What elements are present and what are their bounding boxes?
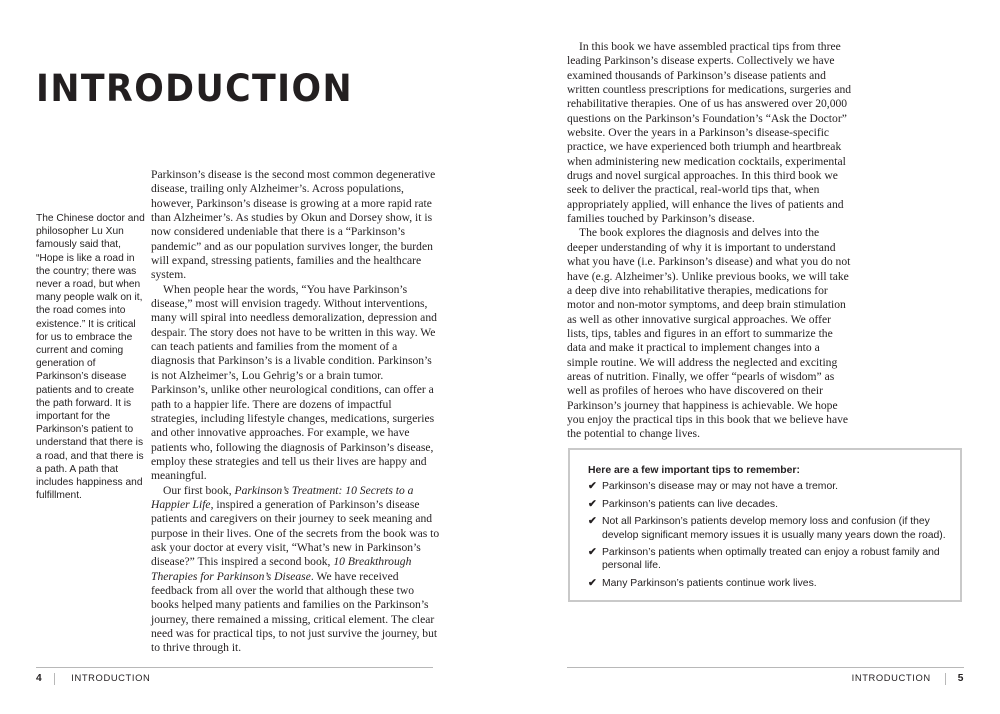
running-head-right: INTRODUCTION bbox=[851, 672, 931, 683]
tip-text: Parkinson’s patients can live decades. bbox=[602, 498, 778, 510]
tips-list bbox=[588, 480, 948, 590]
left-paragraph-2: When people hear the words, “You have Parkinson’s disease,” most will envision tragedy. Without interventions, many will spiral into needless demoralization, depression and despair. The story does not have to be written in this way. We can teach patients and families from the moment of a diagnosis that Parkinson’s is a livable condition. Parkinson’s is not Alzheimer’s, Lou Gehrig’s or a brain tumor. Parkinson’s, unlike other neurological conditions, can offer a path to a happier life. There are dozens of impactful strategies, including lifestyle changes, medications, surgeries and other innovative approaches. For example, we have patients who, following the diagnosis of Parkinson’s disease, employ these strategies and tell us their lives are happy and meaningful. bbox=[151, 282, 437, 483]
left-paragraph-1: Parkinson’s disease is the second most common degenerative disease, trailing only Alzheimer’s. Across populations, however, Parkinson’s disease is growing at a more rapid rate than Alzheimer’s. As studies by Okun and Dorsey show, it is now considered undeniable that there is a “Parkinson’s pandemic” and as our population survives longer, the burden will expand, stressing patients, families and the healthcare system. bbox=[151, 168, 436, 282]
tips-heading: Here are a few important tips to remember: bbox=[588, 465, 800, 476]
check-icon: ✔ bbox=[588, 516, 597, 528]
book-title-1: Parkinson’s Treatment: 10 Secrets to a Happier Life bbox=[151, 483, 414, 511]
tip-item bbox=[588, 546, 948, 573]
page-number-right: 5 bbox=[957, 673, 964, 684]
para3-text-a: Our first book, bbox=[163, 483, 235, 497]
footer-rule-right bbox=[567, 667, 964, 668]
left-body-column bbox=[151, 168, 441, 656]
footer-left bbox=[36, 670, 150, 686]
tips-box bbox=[568, 448, 962, 602]
right-paragraph-2: The book explores the diagnosis and delves into the deeper understanding of why it is important to understand what you have (i.e. Parkinson’s disease) and what you do not have (e.g. Alzheimer’s). Unlike previous books, we will take a deep dive into rehabilitative therapies, medications for motor and non-motor symptoms, and deep brain stimulation as well as other innovative surgical approaches. We offer lists, tips, tables and figures in an effort to summarize the data and make it practical to implement changes into a simple routine. We will address the neglected and exciting areas of nutrition. Finally, we offer “pearls of wisdom” as well as profiles of heroes who have discovered on their Parkinson’s journey that happiness is achievable. We hope you enjoy the practical tips in this book that we believe have the potential to change lives. bbox=[567, 226, 851, 441]
page-title: INTRODUCTION bbox=[36, 67, 354, 110]
para3-text-b: , inspired a generation of Parkinson’s disease patients and caregivers on their journey to seek meaning and purpose in their lives. One of the secrets from the book was to ask your doctor at every visit, “What’s new in Parkinson’s disease?” This inspired a second book, bbox=[151, 497, 440, 569]
right-paragraph-1: In this book we have assembled practical tips from three leading Parkinson’s disease experts. Collectively we have examined thousands of Parkinson’s disease patients and written countless prescriptions for medications, surgeries and rehabilitative therapies. One of us has answered over 20,000 questions on the Parkinson’s Foundation’s “Ask the Doctor” website. Over the years in a Parkinson’s disease-specific practice, we have experienced both triumph and heartbreak when administering new medication cocktails, experimental drugs and novel surgical approaches. In this third book we seek to deliver the practical, real-world tips that, when appropriately applied, will enhance the lives of patients and families touched by Parkinson’s disease. bbox=[567, 40, 852, 226]
book-title-2: 10 Breakthrough Therapies for Parkinson’s Disease bbox=[151, 555, 412, 583]
page-number-left: 4 bbox=[36, 673, 43, 684]
footer-divider bbox=[54, 673, 55, 685]
tip-item bbox=[588, 577, 948, 590]
tip-text: Many Parkinson’s patients continue work lives. bbox=[602, 577, 817, 589]
check-icon: ✔ bbox=[588, 481, 597, 493]
tip-text: Parkinson’s disease may or may not have a tremor. bbox=[602, 481, 839, 493]
tip-item bbox=[588, 515, 948, 542]
right-body-column bbox=[567, 40, 852, 442]
footer-divider bbox=[945, 673, 946, 685]
footer-rule-left bbox=[36, 667, 433, 668]
footer-right bbox=[852, 670, 964, 686]
left-paragraph-3 bbox=[151, 484, 441, 656]
check-icon: ✔ bbox=[588, 577, 597, 589]
tip-item bbox=[588, 480, 948, 493]
tip-item bbox=[588, 498, 948, 511]
check-icon: ✔ bbox=[588, 547, 597, 559]
sidebar-quote: The Chinese doctor and philosopher Lu Xun famously said that, “Hope is like a road in the country; there was never a road, but when many people walk on it, the road comes into existence.” It is critical for us to embrace the current and coming generation of Parkinson’s disease patients and to create the path forward. It is important for the Parkinson’s patient to understand that there is a road, and that there is a path. A path that includes happiness and fulfillment. bbox=[36, 213, 145, 502]
tip-text: Parkinson’s patients when optimally treated can enjoy a robust family and personal life. bbox=[602, 547, 940, 572]
check-icon: ✔ bbox=[588, 498, 597, 510]
running-head-left: INTRODUCTION bbox=[71, 672, 151, 683]
tip-text: Not all Parkinson’s patients develop memory loss and confusion (if they develop significant memory issues it is usually many years down the road). bbox=[602, 516, 946, 541]
para3-text-c: . We have received feedback from all over the world that although these two books helped many patients and families on the Parkinson’s journey, there remained a missing, critical element. The clear need was for practical tips, to not just survive the journey, but to thrive through it. bbox=[151, 569, 438, 655]
